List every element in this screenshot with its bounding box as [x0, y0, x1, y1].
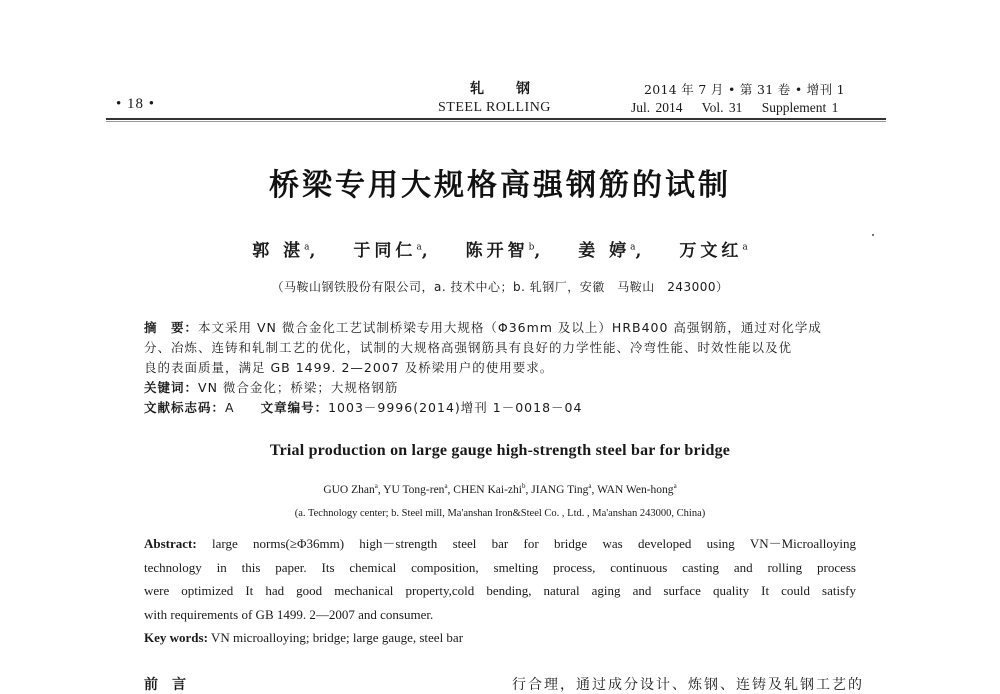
issue-info-en [631, 100, 852, 116]
article-no: 1003－9996(2014)增刊 1－0018－04 [328, 400, 583, 415]
issue-info-cn: 2014 年 7 月 • 第 31 卷 • 增刊 1 [644, 82, 845, 97]
doc-code-label: 文献标志码： [144, 400, 226, 415]
abstract-en-line: Abstract: large norms(≥Φ36mm) high－strength steel bar for bridge was developed using VN－Microalloying [144, 536, 856, 551]
author-en: YU Tong-ren$^a$, [383, 482, 454, 496]
abstract-cn-label: 摘 要： [144, 320, 199, 335]
author-cn: 姜 婷$^a$, [578, 241, 646, 261]
author-en: WAN Wen-hong$^a$ [597, 482, 677, 496]
body-text-cutoff [0, 674, 1000, 693]
doc-code: A [225, 400, 235, 415]
abstract-en-line: technology in this paper. Its chemical composition, smelting process, continuous casting and rolling process [144, 559, 856, 575]
abstract-cn [144, 318, 858, 418]
scan-artifact [872, 234, 874, 236]
article-title-cn: 桥梁专用大规格高强钢筋的试制 [269, 168, 731, 203]
abstract-en-label: Abstract: [144, 536, 197, 551]
keywords-cn-label: 关键词： [144, 380, 199, 395]
author-cn: 郭 湛$^a$, [252, 241, 320, 261]
author-cn: 陈开智$^b$, [465, 241, 545, 261]
author-list-en [0, 482, 1000, 496]
journal-name-cn: 轧钢 [470, 81, 562, 97]
keywords-en-label: Key words: [144, 630, 208, 645]
abstract-en-line: with requirements of GB 1499. 2—2007 and consumer. [144, 606, 434, 622]
abstract-cn-line: 分、冶炼、连铸和轧制工艺的优化，试制的大规格高强钢筋具有良好的力学性能、冷弯性能、时效性能以及优 [144, 340, 793, 355]
keywords-cn: 关键词：VN 微合金化；桥梁；大规格钢筋 [144, 380, 399, 395]
header-rule-thin [106, 121, 886, 122]
keywords-en: Key words: VN microalloying; bridge; large gauge, steel bar [144, 630, 464, 645]
author-cn: 万文红$^a$ [679, 241, 748, 261]
affiliation-en: (a. Technology center; b. Steel mill, Ma'anshan Iron&Steel Co. , Ltd. , Ma'anshan 243000, China) [294, 508, 706, 519]
issue-supplement: Supplement 1 [761, 100, 839, 115]
section-heading-cutoff: 前 言 [144, 677, 186, 693]
abstract-en-line: were optimized It had good mechanical property,cold bending, natural aging and surface quality It could satisfy [144, 583, 856, 598]
header-rule [106, 118, 886, 120]
body-line-cutoff: 行合理，通过成分设计、炼钢、连铸及轧钢工艺的 [512, 677, 864, 693]
abstract-en [144, 532, 856, 650]
article-title-en: Trial production on large gauge high-strength steel bar for bridge [269, 442, 731, 459]
author-cn: 于同仁$^a$, [353, 241, 432, 261]
affiliation-cn: （马鞍山钢铁股份有限公司，a. 技术中心；b. 轧钢厂，安徽 马鞍山 243000） [271, 280, 729, 294]
doc-identifiers [144, 398, 858, 418]
article-no-label: 文章编号： [260, 400, 329, 415]
page-number: • 18 • [116, 96, 156, 112]
author-list-cn [0, 236, 1000, 261]
author-en: JIANG Ting$^a$, [531, 482, 598, 496]
abstract-cn-line: 良的表面质量，满足 GB 1499. 2—2007 及桥梁用户的使用要求。 [144, 360, 554, 375]
issue-date: Jul. 2014 [631, 100, 683, 115]
journal-name-en: STEEL ROLLING [438, 100, 551, 115]
issue-volume: Vol. 31 [701, 100, 743, 115]
author-en: CHEN Kai-zhi$^b$, [453, 482, 532, 496]
abstract-cn-line: 摘 要：本文采用 VN 微合金化工艺试制桥梁专用大规格（Φ36mm 及以上）HRB400 高强钢筋，通过对化学成 [144, 320, 822, 335]
author-en: GUO Zhan$^a$, [323, 482, 384, 496]
